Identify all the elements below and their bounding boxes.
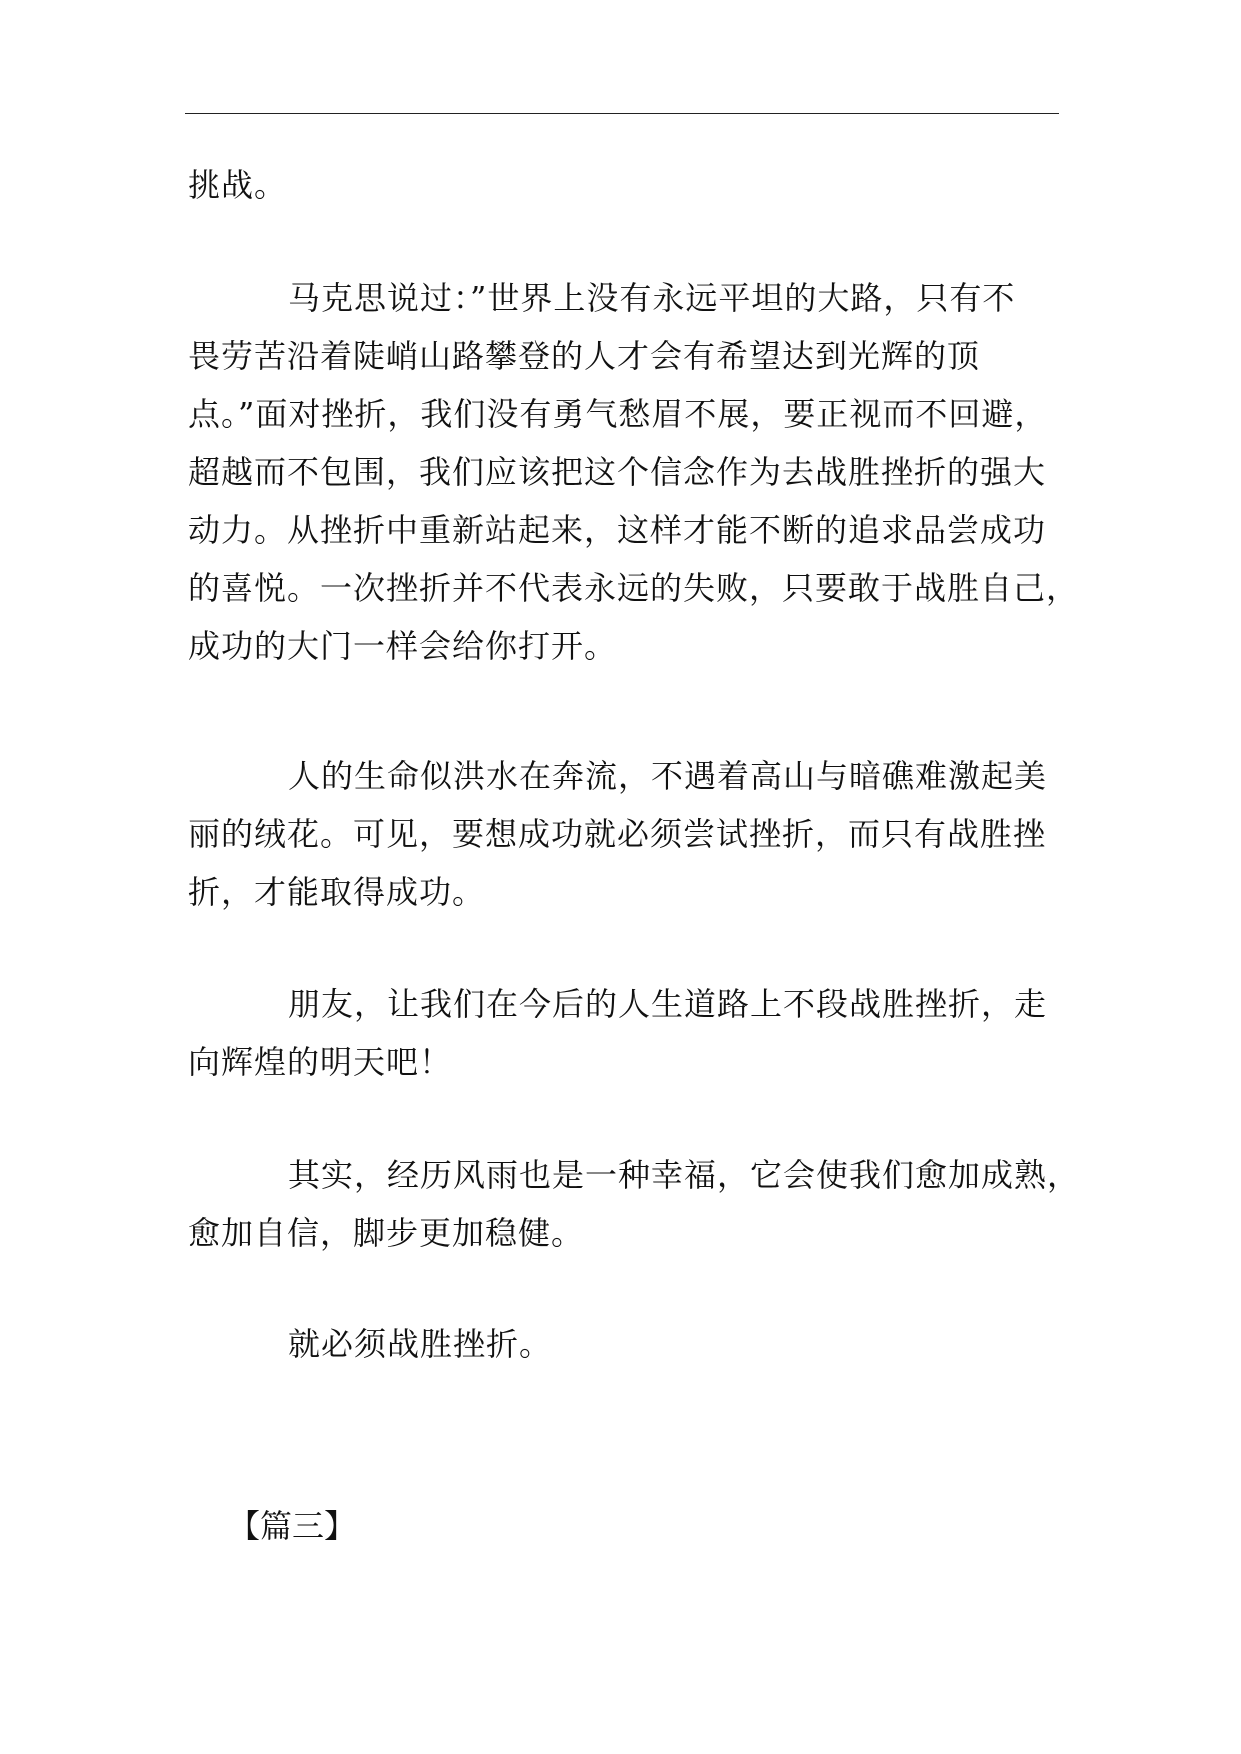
- text-line: 动力。从挫折中重新站起来，这样才能不断的追求品尝成功: [188, 511, 1047, 549]
- paragraph-storm-happiness: [188, 1146, 1081, 1262]
- text-line: 超越而不包围，我们应该把这个信念作为去战胜挫折的强大: [188, 453, 1047, 491]
- text-line: 向辉煌的明天吧！: [188, 1043, 453, 1081]
- text-line: 马克思说过：”世界上没有永远平坦的大路，只有不: [288, 279, 1016, 317]
- text-line: 挑战。: [188, 166, 288, 204]
- section-title: 【篇三】: [228, 1507, 357, 1545]
- text-line: 就必须战胜挫折。: [288, 1325, 553, 1363]
- text-line: 成功的大门一样会给你打开。: [188, 627, 618, 665]
- text-line: 的喜悦。一次挫折并不代表永远的失败，只要敢于战胜自己，: [188, 569, 1080, 607]
- paragraph-conclusion: [188, 1315, 1068, 1373]
- intro-fragment: [188, 156, 1068, 214]
- text-line: 折，才能取得成功。: [188, 873, 486, 911]
- text-line: 愈加自信，脚步更加稳健。: [188, 1214, 585, 1252]
- text-line: 其实，经历风雨也是一种幸福，它会使我们愈加成熟，: [288, 1156, 1081, 1194]
- text-line: 畏劳苦沿着陡峭山路攀登的人才会有希望达到光辉的顶: [188, 337, 981, 375]
- text-line: 朋友，让我们在今后的人生道路上不段战胜挫折，走: [288, 985, 1048, 1023]
- header-rule: [185, 113, 1059, 114]
- text-line: 丽的绒花。可见，要想成功就必须尝试挫折，而只有战胜挫: [188, 815, 1047, 853]
- text-line: 人的生命似洪水在奔流，不遇着高山与暗礁难激起美: [288, 757, 1048, 795]
- paragraph-friends: [188, 975, 1068, 1091]
- text-line: 点。”面对挫折，我们没有勇气愁眉不展，要正视而不回避，: [188, 395, 1048, 433]
- paragraph-life-river: [188, 747, 1068, 921]
- paragraph-marx-quote: [188, 269, 1080, 675]
